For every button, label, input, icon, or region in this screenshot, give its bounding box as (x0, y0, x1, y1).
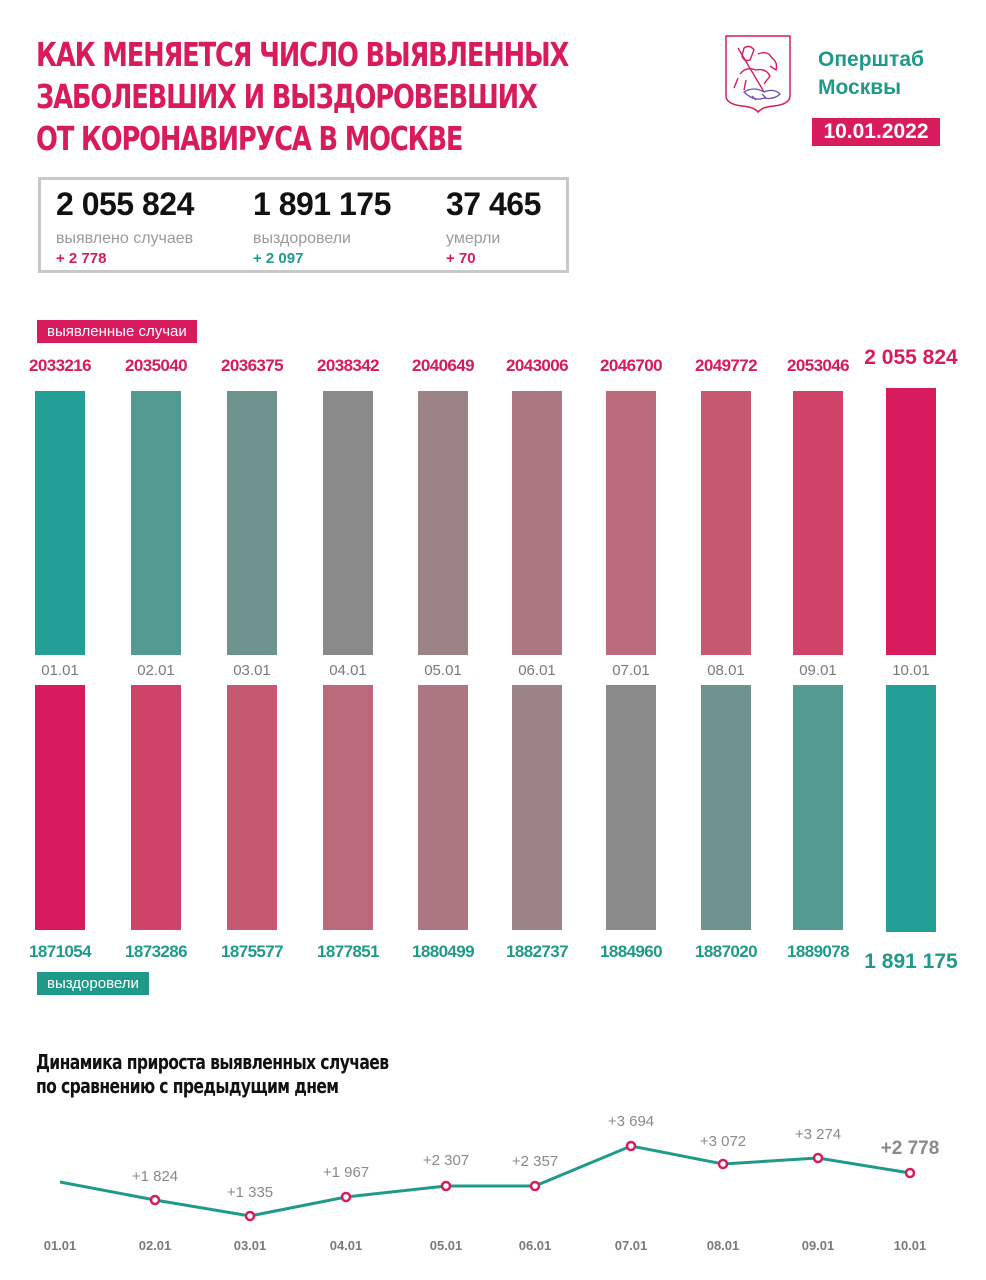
growth-point (442, 1182, 450, 1190)
growth-date-label: 07.01 (614, 1238, 648, 1253)
recovered-bar (886, 685, 936, 932)
cases-value-label: 2043006 (506, 356, 568, 375)
recovered-value-label: 1887020 (695, 942, 757, 961)
growth-value-label: +3 072 (699, 1133, 747, 1150)
summary-box (38, 177, 569, 273)
growth-point (627, 1142, 635, 1150)
stat-value: 2 055 824 (56, 186, 194, 222)
recovered-value-label: 1884960 (600, 942, 662, 961)
growth-point (151, 1196, 159, 1204)
cases-bar (35, 391, 85, 655)
page-title (36, 34, 569, 160)
recovered-tag: выздоровели (37, 972, 149, 995)
growth-date-label: 01.01 (43, 1238, 77, 1253)
bar-date-label: 06.01 (518, 662, 556, 679)
org-name-line: Москвы (818, 76, 902, 99)
growth-point (814, 1154, 822, 1162)
recovered-value-label: 1 891 175 (864, 950, 958, 973)
cases-value-label: 2033216 (29, 356, 91, 375)
growth-date-label: 10.01 (893, 1238, 927, 1253)
title-line: ОТ КОРОНАВИРУСА В МОСКВЕ (36, 119, 463, 158)
cases-bar (606, 391, 656, 655)
recovered-bar (323, 685, 373, 930)
recovered-value-label: 1877851 (317, 942, 379, 961)
growth-value-label: +3 694 (607, 1113, 655, 1130)
bar-date-label: 09.01 (799, 662, 837, 679)
stat-label: выявлено случаев (56, 230, 194, 247)
bar-date-label: 04.01 (329, 662, 367, 679)
cases-value-label: 2 055 824 (864, 346, 958, 369)
growth-point (906, 1169, 914, 1177)
growth-point (342, 1193, 350, 1201)
stat-recovered (253, 184, 391, 268)
cases-value-label: 2046700 (600, 356, 662, 375)
recovered-bar (512, 685, 562, 930)
growth-point (719, 1160, 727, 1168)
cases-bar (418, 391, 468, 655)
growth-date-label: 09.01 (801, 1238, 835, 1253)
cases-value-label: 2035040 (125, 356, 187, 375)
recovered-value-label: 1882737 (506, 942, 568, 961)
growth-value-label: +1 824 (131, 1168, 179, 1185)
recovered-value-label: 1871054 (29, 942, 91, 961)
growth-chart-title (36, 1050, 388, 1098)
moscow-coat-of-arms-icon (724, 34, 792, 114)
stat-delta: + 2 778 (56, 250, 107, 267)
growth-date-label: 03.01 (233, 1238, 267, 1253)
growth-date-label: 04.01 (329, 1238, 363, 1253)
cases-bar (793, 391, 843, 655)
cases-bar (323, 391, 373, 655)
stat-value: 1 891 175 (253, 186, 391, 222)
date-badge: 10.01.2022 (812, 118, 940, 146)
growth-value-label: +3 274 (794, 1126, 842, 1143)
growth-title-line: по сравнению с предыдущим днем (36, 1074, 339, 1098)
stat-delta: + 70 (446, 250, 476, 267)
cases-bar (131, 391, 181, 655)
org-name-line: Оперштаб (818, 48, 924, 71)
recovered-bar (227, 685, 277, 930)
cases-value-label: 2053046 (787, 356, 849, 375)
growth-point (531, 1182, 539, 1190)
recovered-bar (35, 685, 85, 930)
recovered-bar (131, 685, 181, 930)
cases-bar (227, 391, 277, 655)
bar-date-label: 10.01 (892, 662, 930, 679)
growth-date-label: 08.01 (706, 1238, 740, 1253)
cases-tag: выявленные случаи (37, 320, 197, 343)
org-name (818, 46, 924, 102)
bar-date-label: 05.01 (424, 662, 462, 679)
recovered-bar (606, 685, 656, 930)
cases-bar (512, 391, 562, 655)
recovered-value-label: 1880499 (412, 942, 474, 961)
growth-value-label: +2 778 (880, 1138, 940, 1159)
cases-value-label: 2038342 (317, 356, 379, 375)
recovered-bar (793, 685, 843, 930)
stat-label: умерли (446, 230, 501, 247)
growth-value-label: +1 335 (226, 1184, 274, 1201)
cases-value-label: 2040649 (412, 356, 474, 375)
recovered-value-label: 1873286 (125, 942, 187, 961)
cases-bar (701, 391, 751, 655)
recovered-value-label: 1875577 (221, 942, 283, 961)
recovered-bar (418, 685, 468, 930)
stat-label: выздоровели (253, 230, 351, 247)
growth-point (246, 1212, 254, 1220)
stat-cases (56, 184, 194, 268)
growth-value-label: +2 357 (511, 1153, 559, 1170)
bar-date-label: 07.01 (612, 662, 650, 679)
stat-deaths (446, 184, 541, 268)
title-line: ЗАБОЛЕВШИХ И ВЫЗДОРОВЕВШИХ (36, 77, 537, 116)
growth-date-label: 02.01 (138, 1238, 172, 1253)
growth-title-line: Динамика прироста выявленных случаев (36, 1050, 389, 1074)
growth-date-label: 06.01 (518, 1238, 552, 1253)
recovered-bar (701, 685, 751, 930)
bar-date-label: 08.01 (707, 662, 745, 679)
cases-bar (886, 388, 936, 655)
recovered-value-label: 1889078 (787, 942, 849, 961)
bar-date-label: 01.01 (41, 662, 79, 679)
bar-date-label: 03.01 (233, 662, 271, 679)
growth-date-label: 05.01 (429, 1238, 463, 1253)
cases-value-label: 2036375 (221, 356, 283, 375)
title-line: КАК МЕНЯЕТСЯ ЧИСЛО ВЫЯВЛЕННЫХ (36, 35, 569, 74)
growth-value-label: +1 967 (322, 1164, 370, 1181)
stat-delta: + 2 097 (253, 250, 304, 267)
cases-value-label: 2049772 (695, 356, 757, 375)
stat-value: 37 465 (446, 186, 541, 222)
bar-date-label: 02.01 (137, 662, 175, 679)
growth-value-label: +2 307 (422, 1152, 470, 1169)
